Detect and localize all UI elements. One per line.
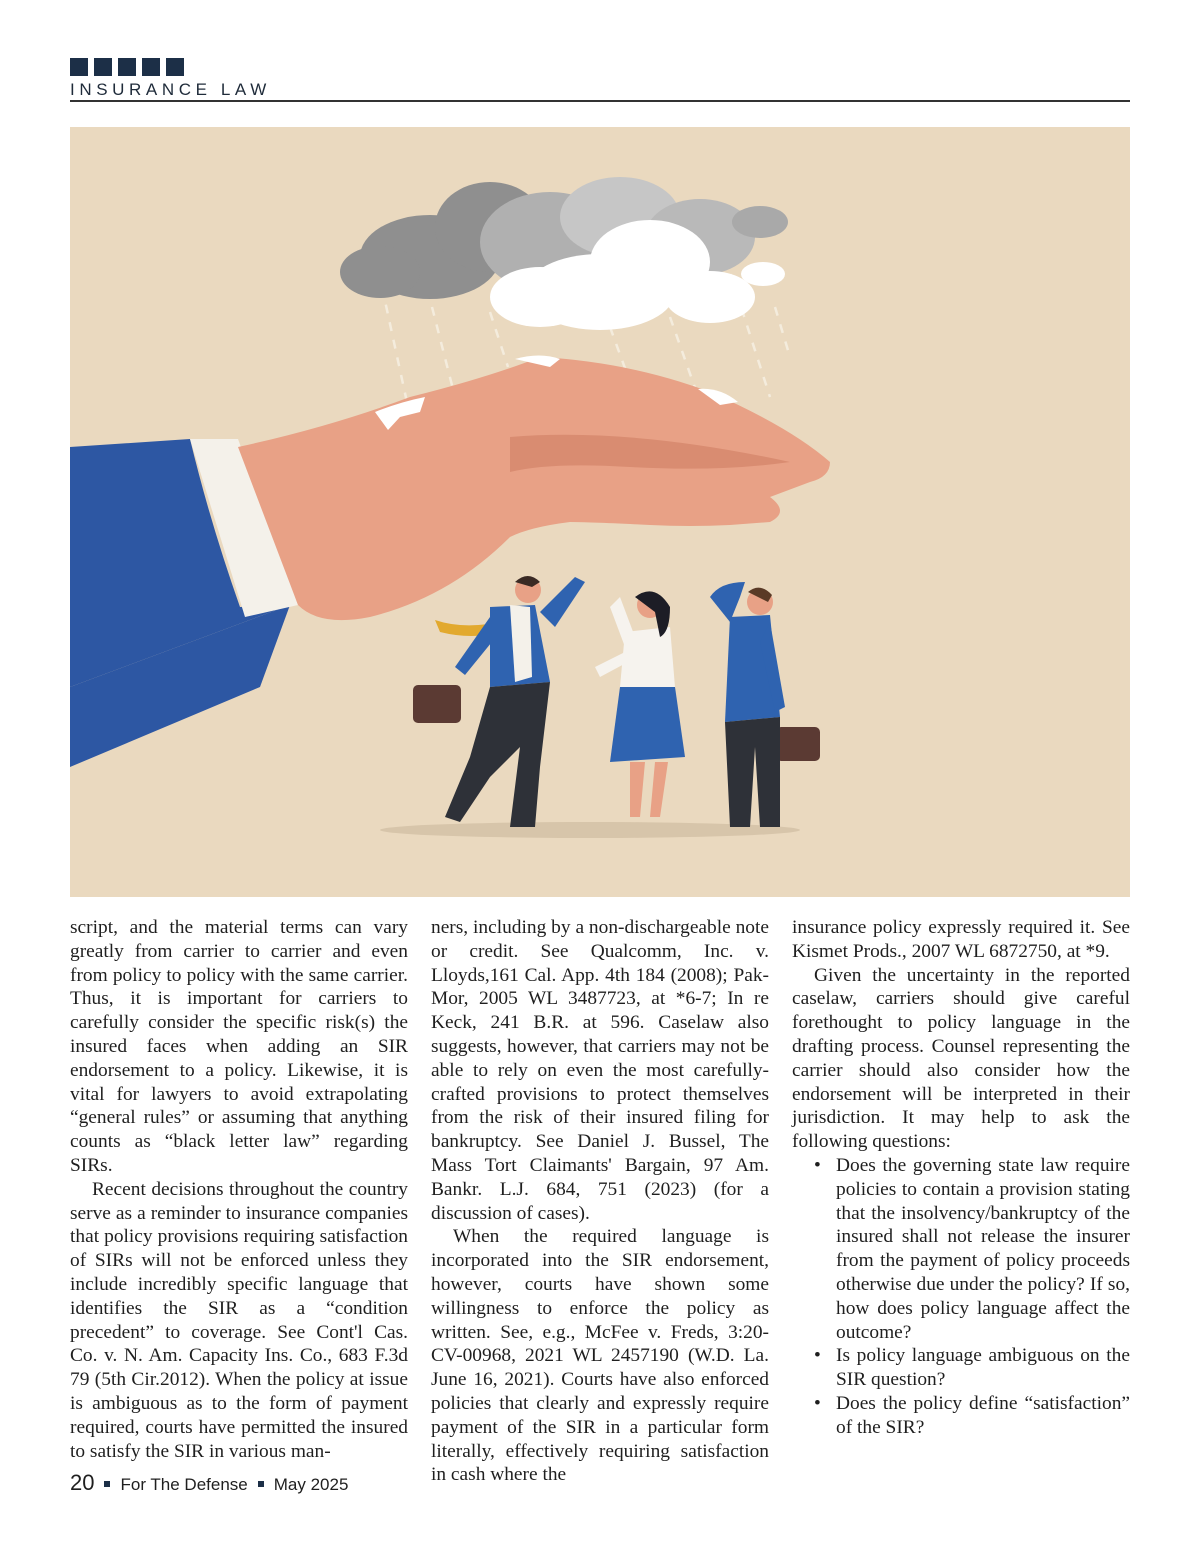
page-number: 20 bbox=[70, 1470, 95, 1495]
bullet-icon: • bbox=[814, 1392, 821, 1414]
paragraph: insurance policy expressly required it. See Kismet Prods., 2007 WL 6872750, at *9. bbox=[792, 917, 1130, 962]
bullet-icon: • bbox=[814, 1154, 821, 1176]
paragraph: script, and the material terms can vary greatly from carrier to carrier and even from policy to policy with the same carrier. Thus, it is important for carriers to carefully consider the specific risk(s) the insured faces when adding an SIR endorsement to a policy. Likewise, it is vital for lawyers to avoid extrapolating “general rules” or assuming that anything counts as “black letter law” regarding SIRs. bbox=[70, 917, 408, 1176]
section-label: INSURANCE LAW bbox=[70, 80, 271, 99]
header-square bbox=[70, 58, 88, 76]
header-square bbox=[118, 58, 136, 76]
list-item-text: Does the policy define “satisfaction” of the SIR? bbox=[836, 1392, 1130, 1438]
hand-shelter-illustration bbox=[70, 127, 1130, 897]
paragraph: When the required language is incorporated into the SIR endorsement, however, courts have shown some willingness to enforce the policy as written. See, e.g., McFee v. Freds, 3:20-CV-00968, 2021 WL 2457190 (W.D. La. June 16, 2021). Courts have also enforced policies that clearly and expressly require payment of the SIR in a particular form literally, effectively requiring satisfaction in cash where the bbox=[431, 1226, 769, 1486]
paragraph: Recent decisions throughout the country serve as a reminder to insurance companies that policy provisions requiring satisfaction of SIRs will not be enforced unless they include incredibly specific language that identifies the SIR as a “condition precedent” to coverage. See Cont'l Cas. Co. v. N. Am. Capacity Ins. Co., 683 F.3d 79 (5th Cir.2012). When the policy at issue is ambiguous as to the form of payment required, courts have permitted the insured to satisfy the SIR in various man- bbox=[70, 1178, 408, 1462]
illustration-svg bbox=[70, 127, 1130, 897]
header-square bbox=[166, 58, 184, 76]
paragraph: Given the uncertainty in the reported caselaw, carriers should give careful forethought to policy language in the drafting process. Counsel representing the carrier should also consider how the endorsement will be interpreted in their jurisdiction. It may help to ask the following questions: bbox=[792, 964, 1130, 1153]
list-item bbox=[792, 1344, 1130, 1392]
header-squares bbox=[70, 58, 1130, 76]
text-column-2 bbox=[431, 916, 769, 1487]
publication-name: For The Defense bbox=[120, 1475, 248, 1494]
list-item-text: Is policy language ambiguous on the SIR question? bbox=[836, 1345, 1130, 1391]
businessman-right bbox=[710, 582, 820, 827]
page-header bbox=[70, 58, 1130, 100]
bullet-icon: • bbox=[814, 1345, 821, 1367]
question-list bbox=[792, 1154, 1130, 1440]
text-column-1 bbox=[70, 916, 408, 1463]
text-column-3 bbox=[792, 916, 1130, 1440]
separator-icon bbox=[104, 1481, 110, 1487]
storm-clouds bbox=[340, 177, 788, 330]
list-item bbox=[792, 1392, 1130, 1440]
list-item bbox=[792, 1154, 1130, 1344]
page-footer bbox=[70, 1470, 348, 1496]
header-rule bbox=[70, 100, 1130, 102]
separator-icon bbox=[258, 1481, 264, 1487]
businessman-left bbox=[413, 576, 585, 827]
header-square bbox=[142, 58, 160, 76]
businesswoman-center bbox=[595, 591, 685, 817]
header-square bbox=[94, 58, 112, 76]
paragraph: ners, including by a non-dischargeable note or credit. See Qualcomm, Inc. v. Lloyds,161 Cal. App. 4th 184 (2008); Pak-Mor, 2005 WL 3487723, at *6-7; In re Keck, 241 B.R. at 596. Caselaw also suggests, however, that carriers may not be able to rely on even the most carefully-crafted provisions to protect themselves from the risk of their insured filing for bankruptcy. See Daniel J. Bussel, The Mass Tort Claimants' Bargain, 97 Am. Bankr. L.J. 684, 751 (2023) (for a discussion of cases). bbox=[431, 917, 769, 1224]
issue-date: May 2025 bbox=[273, 1475, 349, 1494]
list-item-text: Does the governing state law require policies to contain a provision stating that the insolvency/bankruptcy of the insured shall not release the insurer from the payment of policy proceeds otherwise due under the policy? If so, how does policy language affect the outcome? bbox=[836, 1154, 1130, 1343]
